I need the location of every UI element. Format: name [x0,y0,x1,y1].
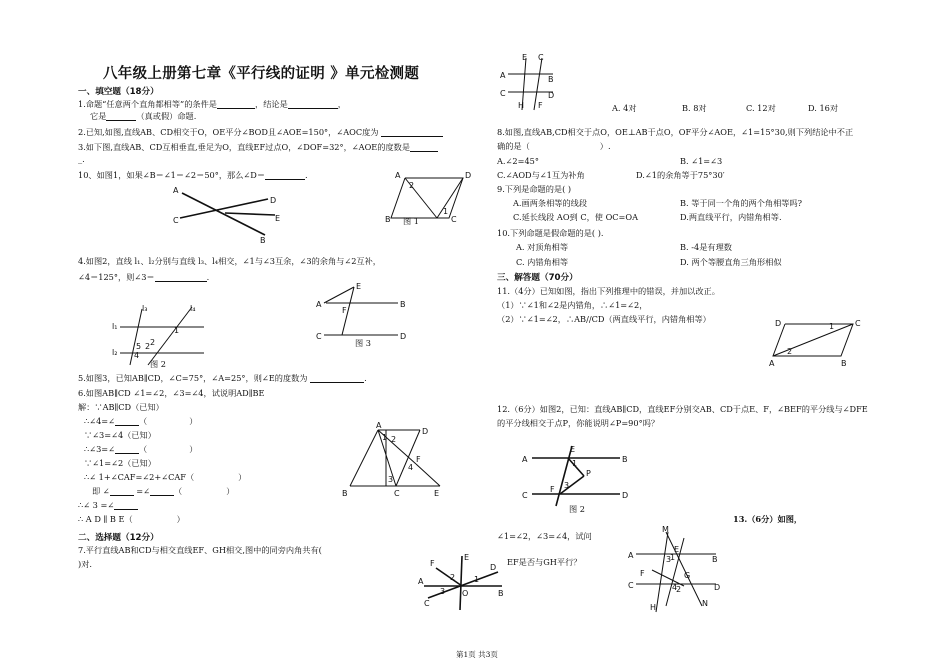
svg-text:F: F [538,101,543,110]
question-11-part1: （1）∵∠1和∠2是内错角，∴∠1=∠2， [497,300,648,310]
svg-text:A: A [418,577,424,586]
question-8-text: 确的是（ [497,141,530,151]
svg-text:E: E [464,553,470,562]
svg-text:1: 1 [670,553,676,562]
svg-text:E: E [674,545,680,554]
svg-text:1: 1 [382,433,388,442]
svg-text:2: 2 [150,338,156,347]
figure-q6-triangles [342,421,448,500]
svg-text:3: 3 [666,555,672,564]
svg-text:A: A [376,421,382,430]
proof-paren: （ [174,486,183,496]
svg-text:D: D [422,427,429,436]
svg-text:H: H [518,101,525,110]
svg-text:F: F [342,306,347,315]
answer-blank[interactable] [115,445,139,454]
question-3-end: _. [78,154,85,164]
question-5 [78,373,367,383]
question-10-right: 10.下列命题是假命题的是( ). [497,228,604,238]
q10-option-d[interactable]: D. 两个等腰直角三角形相似 [680,257,782,267]
answer-blank[interactable] [106,112,136,121]
answer-blank[interactable] [288,100,338,109]
svg-text:A: A [500,71,506,80]
figure-q13-lines [626,526,722,616]
svg-text:M: M [662,525,669,534]
figure-2-lines [112,305,212,367]
question-7-line1: 7.平行直线AB和CD与相交直线EF、GH相交,图中的同旁内角共有( [78,545,322,555]
figure-q11-parallelogram [765,316,865,370]
question-8-line2 [497,141,611,151]
question-2 [78,127,443,137]
page-footer: 第1页 共3页 [456,650,498,659]
figure-1-parallelogram [385,168,475,228]
question-6: 6.如图AB∥CD ∠1=∠2，∠3=∠4，试说明AD∥BE [78,388,265,398]
proof-line-1: 解：∵AB∥CD（已知） [78,402,164,412]
answer-blank[interactable] [114,501,138,510]
question-13-line2: ∠1=∠2，∠3=∠4，试问 [497,531,592,541]
svg-text:F: F [430,559,435,568]
svg-text:B: B [548,75,554,84]
svg-text:2: 2 [409,181,415,190]
svg-text:4: 4 [408,463,414,472]
svg-text:1: 1 [443,207,449,216]
proof-paren: ） [226,486,235,496]
question-12-line1: 12.（6分）如图2，已知：直线AB∥CD，直线EF分别交AB、CD于点E、F，∠BEF的平分线与∠DFE [497,404,868,414]
svg-text:3: 3 [440,587,446,596]
svg-text:F: F [550,485,555,494]
question-4-line2 [78,272,209,282]
question-7-line2: )对. [78,559,92,569]
svg-text:B: B [385,215,391,224]
svg-text:A: A [769,359,775,368]
proof-text: ∴ A D ∥ B E（ [78,514,133,524]
svg-text:C: C [316,332,322,341]
svg-text:1: 1 [474,575,480,584]
svg-text:E: E [570,445,576,454]
proof-text: 即 ∠ [92,486,110,496]
question-13-line3: EF是否与GH平行？ [507,557,582,567]
svg-text:C: C [855,319,861,328]
svg-text:A: A [522,455,528,464]
answer-blank[interactable] [110,487,134,496]
q10-option-c[interactable]: C. 内错角相等 [516,257,569,267]
question-8-line1: 8.如图,直线AB,CD相交于点O，OE⊥AB于点O，OF平分∠AOE，∠1=15°30,则下列结论中不正 [497,127,854,137]
question-10-end: . [305,170,308,180]
svg-text:l₄: l₄ [190,304,196,313]
svg-text:A: A [628,551,634,560]
figure-intersecting-lines [170,185,290,245]
figure-12-caption: 图 2 [569,504,585,514]
answer-blank[interactable] [155,273,207,282]
q10-option-a[interactable]: A. 对顶角相等 [516,242,569,252]
svg-text:B: B [342,489,348,498]
question-5-text: 5.如图3，已知AB∥CD，∠C=75°，∠A=25°，则∠E的度数为 [78,373,308,383]
answer-blank[interactable] [310,374,364,383]
q9-option-c[interactable]: C.延长线段 AO到 C，使 OC=OA [513,212,639,222]
question-5-end: . [364,373,367,383]
question-12-line2: 的平分线相交于点P，你能说明∠P=90°吗？ [497,418,660,428]
svg-text:N: N [702,599,708,608]
question-1-text-c: ， [337,99,346,109]
svg-text:B: B [260,236,266,245]
svg-text:B: B [841,359,847,368]
svg-text:l₁: l₁ [112,322,118,331]
svg-text:B: B [712,555,718,564]
answer-blank[interactable] [150,487,174,496]
svg-text:2: 2 [450,573,456,582]
proof-line-4 [84,444,197,454]
section-choice-heading: 二、选择题（12分） [78,533,159,543]
svg-text:D: D [714,583,721,592]
proof-line-7 [92,486,234,496]
svg-text:B: B [400,300,406,309]
page-title: 八年级上册第七章《平行线的证明 》单元检测题 [103,66,420,82]
question-4-text: ∠4＝125°，则∠3＝ [78,272,155,282]
proof-paren: （ [139,416,148,426]
proof-text: ∴∠ 3 =∠ [78,500,115,510]
q8-option-c[interactable]: C.∠AOD与∠1互为补角 [497,170,585,180]
svg-text:5: 5 [136,342,142,351]
q7-option-b[interactable]: B. 8对 [682,103,707,113]
svg-text:C: C [173,216,179,225]
svg-text:H: H [650,603,657,612]
svg-text:E: E [434,489,440,498]
proof-text: =∠ [136,486,150,496]
q8-option-d[interactable]: D.∠1的余角等于75°30′ [636,170,725,180]
svg-text:D: D [622,491,629,500]
svg-text:1: 1 [829,322,835,331]
proof-text: ∴∠ 1+∠CAF=∠2+∠CAF（ [84,472,195,482]
proof-text: ∴∠4=∠ [84,416,115,426]
svg-text:C: C [538,53,544,62]
q8-option-b[interactable]: B. ∠1=∠3 [680,156,723,166]
proof-line-3: ∵∠3=∠4（已知） [84,430,156,440]
svg-text:A: A [395,171,401,180]
svg-text:F: F [416,455,421,464]
svg-text:C: C [424,599,430,608]
question-4-end: . [206,272,210,282]
svg-text:O: O [462,589,469,598]
svg-text:2: 2 [676,585,682,594]
svg-text:C: C [394,489,400,498]
figure-q7-lines [498,54,558,112]
svg-text:D: D [400,332,407,341]
figure-3-lines [316,282,408,343]
svg-text:E: E [356,282,362,291]
proof-line-9 [78,514,185,524]
question-1-text-a: 1.命题“任意两个直角都相等”的条件是 [78,99,217,109]
question-10-text: 10、如图1，如果∠B＝∠1＝∠2＝50°，那么∠D＝ [78,170,266,180]
figure-q12-bisectors [520,440,632,512]
question-10 [78,170,308,180]
svg-text:l₂: l₂ [112,348,118,357]
proof-paren: （ [139,444,148,454]
figure-1-caption: 图 1 [403,216,419,226]
svg-text:4: 4 [134,351,140,360]
svg-text:D: D [775,319,782,328]
svg-text:A: A [316,300,322,309]
svg-text:G: G [684,571,691,580]
proof-paren: ） [238,472,247,482]
answer-blank[interactable] [115,417,139,426]
figure-2-caption: 图 2 [150,359,166,369]
svg-text:1: 1 [572,459,578,468]
figure-q8-angles [418,552,504,612]
svg-text:C: C [500,89,506,98]
svg-text:D: D [490,563,497,572]
question-11-part2: （2）∵∠1=∠2，∴AB//CD（两直线平行，内错角相等） [497,314,711,324]
q7-option-c[interactable]: C. 12对 [746,103,776,113]
svg-text:C: C [628,581,634,590]
svg-text:2: 2 [391,435,397,444]
svg-text:D: D [548,91,555,100]
proof-paren: ） [189,416,198,426]
svg-text:1: 1 [174,326,180,335]
proof-paren: ） [189,444,198,454]
proof-line-8 [78,500,138,510]
svg-text:E: E [522,53,528,62]
svg-text:B: B [622,455,628,464]
question-11: 11.（4分）已知如图，指出下列推理中的错误，并加以改正。 [497,286,720,296]
svg-text:2: 2 [787,347,793,356]
q8-option-a[interactable]: A.∠2=45° [497,156,539,166]
question-1-text-e: （真或假）命题. [136,111,197,121]
question-4-line1: 4.如图2，直线 l₁、l₂分别与直线 l₃、l₄相交，∠1与∠3互余，∠3的余角与∠2互补， [78,256,381,266]
svg-text:C: C [451,215,457,224]
svg-text:3: 3 [564,481,570,490]
question-1-text-b: ，结论是 [255,99,288,109]
svg-text:3: 3 [388,475,394,484]
proof-line-5: ∵∠1=∠2（已知） [84,458,156,468]
svg-text:D: D [270,196,277,205]
svg-text:4: 4 [672,583,678,592]
answer-blank[interactable] [217,100,255,109]
question-1-line2 [90,111,196,121]
svg-text:l₃: l₃ [142,304,148,313]
question-1 [78,99,346,109]
svg-text:E: E [275,214,281,223]
q9-option-b[interactable]: B. 等于同一个角的两个角相等吗? [680,198,803,208]
svg-text:P: P [586,469,591,478]
section-answer-heading: 三、解答题（70分） [497,273,578,283]
svg-text:F: F [640,569,645,578]
question-1-text-d: 它是 [90,111,107,121]
q7-option-d[interactable]: D. 16对 [808,103,839,113]
svg-text:A: A [173,186,179,195]
question-3-text: 3.如下图,直线AB、CD互相垂直,垂足为O，直线EF过点O，∠DOF=32°，∠AOE的度数是 [78,142,411,152]
question-2-text: 2.已知,如图,直线AB、CD相交于O，OE平分∠BOD且∠AOE=150°，∠AOC度为 [78,127,379,137]
svg-text:2: 2 [145,342,151,351]
answer-blank[interactable] [265,171,305,180]
proof-paren: ） [176,514,185,524]
proof-line-6 [84,472,246,482]
question-13-label: 13.（6分）如图， [733,514,803,524]
svg-text:C: C [522,491,528,500]
figure-3-caption: 图 3 [355,338,371,348]
proof-line-2 [84,416,197,426]
answer-blank[interactable] [410,143,438,152]
svg-text:D: D [465,171,472,180]
proof-text: ∴∠3=∠ [84,444,115,454]
q10-option-b[interactable]: B. -4是有理数 [680,242,732,252]
question-8-end: ）. [599,141,611,151]
q7-option-a[interactable]: A. 4对 [612,103,637,113]
answer-blank[interactable] [381,128,443,137]
svg-text:B: B [498,589,504,598]
q9-option-a[interactable]: A.画两条相等的线段 [513,198,588,208]
question-9: 9.下列是命题的是( ) [497,184,572,194]
q9-option-d[interactable]: D.两直线平行，内错角相等. [680,212,782,222]
question-3 [78,142,438,152]
section-fill-heading: 一、填空题（18分） [78,87,159,97]
